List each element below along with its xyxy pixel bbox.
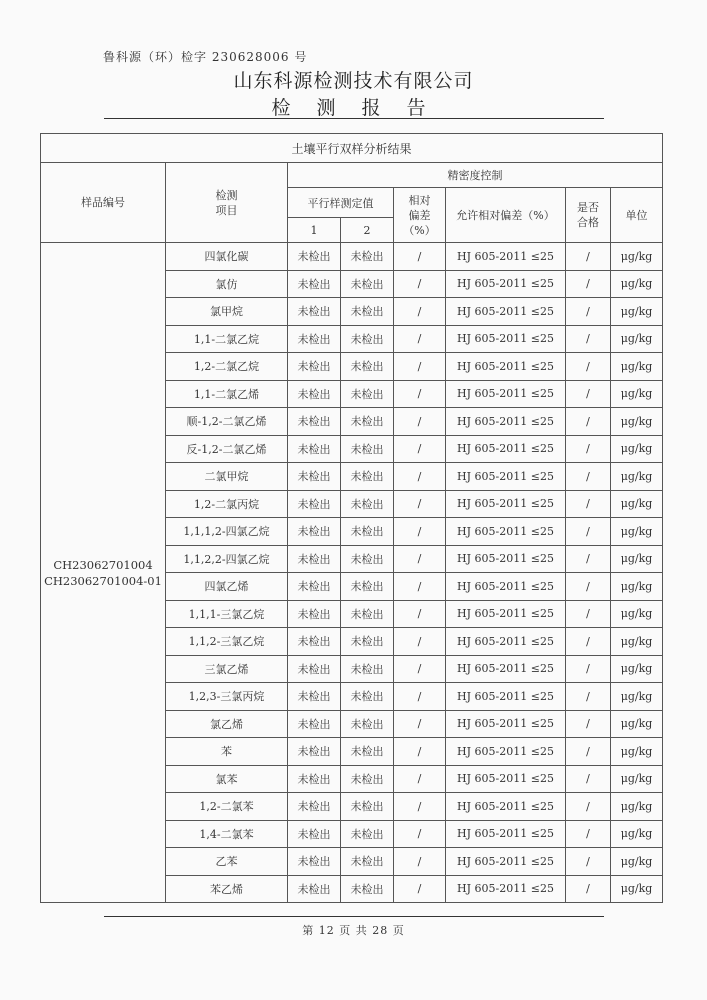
allowed-deviation-cell: HJ 605-2011 ≤25 (446, 408, 566, 436)
test-item-cell: 1,4-二氯苯 (166, 820, 288, 848)
header-value-2: 2 (341, 218, 394, 243)
pass-cell: / (566, 325, 611, 353)
allowed-deviation-cell: HJ 605-2011 ≤25 (446, 793, 566, 821)
parallel-value-2-cell: 未检出 (341, 298, 394, 326)
relative-deviation-cell: / (394, 628, 446, 656)
unit-cell: μg/kg (611, 683, 663, 711)
header-pass (566, 188, 611, 243)
report-title: 检 测 报 告 (271, 97, 436, 119)
pass-cell: / (566, 683, 611, 711)
parallel-value-2-cell: 未检出 (341, 353, 394, 381)
pass-cell: / (566, 435, 611, 463)
page-number: 第 12 页 共 28 页 (302, 924, 405, 937)
sample-id-cell: CH23062701004 CH23062701004-01 (41, 243, 166, 903)
header-test-item (166, 163, 288, 243)
parallel-value-2-cell: 未检出 (341, 325, 394, 353)
parallel-value-2-cell: 未检出 (341, 573, 394, 601)
parallel-value-1-cell: 未检出 (288, 628, 341, 656)
allowed-deviation-cell: HJ 605-2011 ≤25 (446, 325, 566, 353)
parallel-value-1-cell: 未检出 (288, 463, 341, 491)
parallel-value-1-cell: 未检出 (288, 518, 341, 546)
test-item-cell: 苯乙烯 (166, 875, 288, 903)
relative-deviation-cell: / (394, 353, 446, 381)
parallel-value-2-cell: 未检出 (341, 793, 394, 821)
allowed-deviation-cell: HJ 605-2011 ≤25 (446, 628, 566, 656)
pass-cell: / (566, 600, 611, 628)
parallel-value-2-cell: 未检出 (341, 655, 394, 683)
parallel-value-2-cell: 未检出 (341, 545, 394, 573)
pass-cell: / (566, 518, 611, 546)
parallel-value-2-cell: 未检出 (341, 463, 394, 491)
relative-deviation-cell: / (394, 243, 446, 271)
allowed-deviation-cell: HJ 605-2011 ≤25 (446, 710, 566, 738)
unit-cell: μg/kg (611, 710, 663, 738)
relative-deviation-cell: / (394, 683, 446, 711)
test-item-cell: 1,1-二氯乙烯 (166, 380, 288, 408)
header-value-1: 1 (288, 218, 341, 243)
company-name: 山东科源检测技术有限公司 (233, 70, 474, 92)
pass-cell: / (566, 545, 611, 573)
header-sample-id: 样品编号 (41, 163, 166, 243)
header-precision-control: 精密度控制 (288, 163, 663, 188)
unit-cell: μg/kg (611, 820, 663, 848)
allowed-deviation-cell: HJ 605-2011 ≤25 (446, 738, 566, 766)
parallel-value-1-cell: 未检出 (288, 655, 341, 683)
pass-cell: / (566, 710, 611, 738)
relative-deviation-cell: / (394, 325, 446, 353)
pass-cell: / (566, 380, 611, 408)
relative-deviation-cell: / (394, 270, 446, 298)
parallel-value-1-cell: 未检出 (288, 243, 341, 271)
test-item-cell: 氯甲烷 (166, 298, 288, 326)
test-item-cell: 1,2,3-三氯丙烷 (166, 683, 288, 711)
pass-cell: / (566, 463, 611, 491)
pass-cell: / (566, 875, 611, 903)
table-row (41, 243, 663, 271)
parallel-value-1-cell: 未检出 (288, 848, 341, 876)
parallel-value-1-cell: 未检出 (288, 270, 341, 298)
unit-cell: μg/kg (611, 380, 663, 408)
allowed-deviation-cell: HJ 605-2011 ≤25 (446, 545, 566, 573)
parallel-value-1-cell: 未检出 (288, 490, 341, 518)
header-unit: 单位 (611, 188, 663, 243)
relative-deviation-cell: / (394, 710, 446, 738)
parallel-value-2-cell: 未检出 (341, 820, 394, 848)
parallel-value-1-cell: 未检出 (288, 738, 341, 766)
header-test-item-label: 检测 项目 (215, 188, 238, 217)
unit-cell: μg/kg (611, 270, 663, 298)
test-item-cell: 四氯化碳 (166, 243, 288, 271)
relative-deviation-cell: / (394, 655, 446, 683)
relative-deviation-cell: / (394, 463, 446, 491)
table-body (41, 243, 663, 903)
test-item-cell: 乙苯 (166, 848, 288, 876)
test-item-cell: 氯苯 (166, 765, 288, 793)
parallel-value-1-cell: 未检出 (288, 820, 341, 848)
report-reference-number: 鲁科源（环）检字 230628006 号 (103, 50, 308, 64)
test-item-cell: 二氯甲烷 (166, 463, 288, 491)
parallel-value-1-cell: 未检出 (288, 710, 341, 738)
unit-cell: μg/kg (611, 435, 663, 463)
relative-deviation-cell: / (394, 380, 446, 408)
parallel-value-2-cell: 未检出 (341, 765, 394, 793)
unit-cell: μg/kg (611, 600, 663, 628)
relative-deviation-cell: / (394, 573, 446, 601)
header-pass-label: 是否 合格 (577, 201, 599, 229)
table-caption: 土壤平行双样分析结果 (41, 134, 663, 163)
pass-cell: / (566, 408, 611, 436)
parallel-value-1-cell: 未检出 (288, 793, 341, 821)
parallel-value-2-cell: 未检出 (341, 628, 394, 656)
unit-cell: μg/kg (611, 655, 663, 683)
relative-deviation-cell: / (394, 875, 446, 903)
unit-cell: μg/kg (611, 765, 663, 793)
pass-cell: / (566, 490, 611, 518)
parallel-value-2-cell: 未检出 (341, 435, 394, 463)
pass-cell: / (566, 848, 611, 876)
parallel-value-2-cell: 未检出 (341, 738, 394, 766)
relative-deviation-cell: / (394, 435, 446, 463)
parallel-value-2-cell: 未检出 (341, 683, 394, 711)
relative-deviation-cell: / (394, 298, 446, 326)
parallel-value-2-cell: 未检出 (341, 600, 394, 628)
parallel-value-2-cell: 未检出 (341, 490, 394, 518)
allowed-deviation-cell: HJ 605-2011 ≤25 (446, 820, 566, 848)
allowed-deviation-cell: HJ 605-2011 ≤25 (446, 243, 566, 271)
unit-cell: μg/kg (611, 738, 663, 766)
parallel-value-2-cell: 未检出 (341, 875, 394, 903)
unit-cell: μg/kg (611, 408, 663, 436)
test-item-cell: 1,1,2-三氯乙烷 (166, 628, 288, 656)
test-item-cell: 1,1,1,2-四氯乙烷 (166, 518, 288, 546)
parallel-value-2-cell: 未检出 (341, 380, 394, 408)
relative-deviation-cell: / (394, 518, 446, 546)
relative-deviation-cell: / (394, 408, 446, 436)
parallel-value-1-cell: 未检出 (288, 325, 341, 353)
header-relative-deviation (394, 188, 446, 243)
unit-cell: μg/kg (611, 490, 663, 518)
parallel-value-1-cell: 未检出 (288, 600, 341, 628)
unit-cell: μg/kg (611, 793, 663, 821)
pass-cell: / (566, 270, 611, 298)
parallel-value-2-cell: 未检出 (341, 270, 394, 298)
parallel-value-2-cell: 未检出 (341, 848, 394, 876)
pass-cell: / (566, 820, 611, 848)
test-item-cell: 三氯乙烯 (166, 655, 288, 683)
unit-cell: μg/kg (611, 875, 663, 903)
parallel-value-1-cell: 未检出 (288, 683, 341, 711)
parallel-value-1-cell: 未检出 (288, 435, 341, 463)
footer-divider (104, 916, 604, 917)
unit-cell: μg/kg (611, 243, 663, 271)
relative-deviation-cell: / (394, 765, 446, 793)
pass-cell: / (566, 573, 611, 601)
test-item-cell: 反-1,2-二氯乙烯 (166, 435, 288, 463)
pass-cell: / (566, 243, 611, 271)
allowed-deviation-cell: HJ 605-2011 ≤25 (446, 683, 566, 711)
parallel-value-2-cell: 未检出 (341, 408, 394, 436)
parallel-value-1-cell: 未检出 (288, 353, 341, 381)
allowed-deviation-cell: HJ 605-2011 ≤25 (446, 518, 566, 546)
allowed-deviation-cell: HJ 605-2011 ≤25 (446, 463, 566, 491)
header-parallel-values: 平行样测定值 (288, 188, 394, 218)
test-item-cell: 氯乙烯 (166, 710, 288, 738)
unit-cell: μg/kg (611, 628, 663, 656)
test-item-cell: 1,2-二氯丙烷 (166, 490, 288, 518)
unit-cell: μg/kg (611, 353, 663, 381)
allowed-deviation-cell: HJ 605-2011 ≤25 (446, 298, 566, 326)
test-item-cell: 1,1,2,2-四氯乙烷 (166, 545, 288, 573)
allowed-deviation-cell: HJ 605-2011 ≤25 (446, 600, 566, 628)
unit-cell: μg/kg (611, 545, 663, 573)
allowed-deviation-cell: HJ 605-2011 ≤25 (446, 848, 566, 876)
pass-cell: / (566, 628, 611, 656)
unit-cell: μg/kg (611, 518, 663, 546)
parallel-value-1-cell: 未检出 (288, 380, 341, 408)
relative-deviation-cell: / (394, 820, 446, 848)
unit-cell: μg/kg (611, 848, 663, 876)
unit-cell: μg/kg (611, 573, 663, 601)
allowed-deviation-cell: HJ 605-2011 ≤25 (446, 875, 566, 903)
parallel-value-1-cell: 未检出 (288, 545, 341, 573)
allowed-deviation-cell: HJ 605-2011 ≤25 (446, 765, 566, 793)
pass-cell: / (566, 353, 611, 381)
allowed-deviation-cell: HJ 605-2011 ≤25 (446, 655, 566, 683)
relative-deviation-cell: / (394, 848, 446, 876)
unit-cell: μg/kg (611, 298, 663, 326)
parallel-value-2-cell: 未检出 (341, 243, 394, 271)
header-divider (104, 118, 604, 119)
allowed-deviation-cell: HJ 605-2011 ≤25 (446, 435, 566, 463)
relative-deviation-cell: / (394, 793, 446, 821)
parallel-value-1-cell: 未检出 (288, 765, 341, 793)
test-item-cell: 氯仿 (166, 270, 288, 298)
test-item-cell: 1,2-二氯乙烷 (166, 353, 288, 381)
test-item-cell: 苯 (166, 738, 288, 766)
test-item-cell: 1,2-二氯苯 (166, 793, 288, 821)
test-item-cell: 四氯乙烯 (166, 573, 288, 601)
parallel-value-1-cell: 未检出 (288, 573, 341, 601)
allowed-deviation-cell: HJ 605-2011 ≤25 (446, 270, 566, 298)
parallel-value-2-cell: 未检出 (341, 710, 394, 738)
pass-cell: / (566, 655, 611, 683)
parallel-value-1-cell: 未检出 (288, 875, 341, 903)
relative-deviation-cell: / (394, 545, 446, 573)
pass-cell: / (566, 765, 611, 793)
test-item-cell: 1,1,1-三氯乙烷 (166, 600, 288, 628)
allowed-deviation-cell: HJ 605-2011 ≤25 (446, 353, 566, 381)
relative-deviation-cell: / (394, 600, 446, 628)
parallel-value-2-cell: 未检出 (341, 518, 394, 546)
allowed-deviation-cell: HJ 605-2011 ≤25 (446, 573, 566, 601)
pass-cell: / (566, 298, 611, 326)
parallel-value-1-cell: 未检出 (288, 408, 341, 436)
relative-deviation-cell: / (394, 490, 446, 518)
allowed-deviation-cell: HJ 605-2011 ≤25 (446, 490, 566, 518)
relative-deviation-cell: / (394, 738, 446, 766)
header-relative-deviation-label: 相对 偏差 （%） (403, 193, 436, 237)
allowed-deviation-cell: HJ 605-2011 ≤25 (446, 380, 566, 408)
parallel-value-1-cell: 未检出 (288, 298, 341, 326)
test-item-cell: 1,1-二氯乙烷 (166, 325, 288, 353)
header-allowed-deviation: 允许相对偏差（%） (446, 188, 566, 243)
unit-cell: μg/kg (611, 325, 663, 353)
parallel-sample-table (40, 133, 663, 903)
pass-cell: / (566, 738, 611, 766)
test-item-cell: 顺-1,2-二氯乙烯 (166, 408, 288, 436)
pass-cell: / (566, 793, 611, 821)
unit-cell: μg/kg (611, 463, 663, 491)
